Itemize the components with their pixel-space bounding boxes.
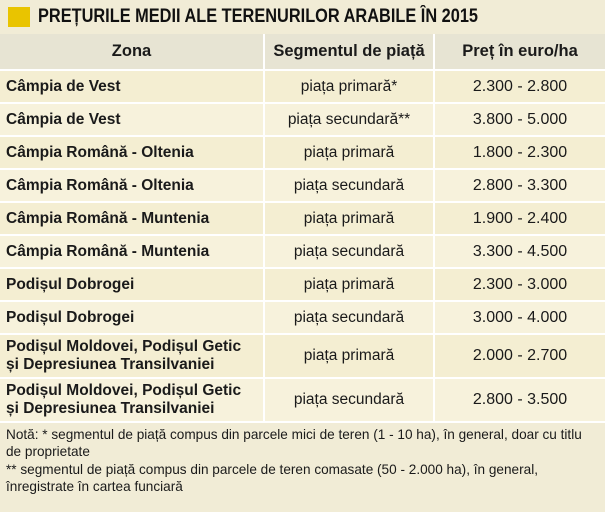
segment-cell: piața primară <box>264 202 434 235</box>
price-cell: 3.300 - 4.500 <box>434 235 605 268</box>
column-header-price: Preț în euro/ha <box>434 34 605 70</box>
table-row <box>0 334 605 378</box>
segment-cell: piața secundară <box>264 301 434 334</box>
segment-cell: piața primară <box>264 334 434 378</box>
price-cell: 2.800 - 3.300 <box>434 169 605 202</box>
prices-table <box>0 34 605 423</box>
table-row <box>0 235 605 268</box>
column-header-zone: Zona <box>0 34 264 70</box>
footnotes <box>0 423 605 495</box>
table-row <box>0 301 605 334</box>
price-cell: 2.300 - 2.800 <box>434 70 605 103</box>
table-row <box>0 103 605 136</box>
segment-cell: piața secundară** <box>264 103 434 136</box>
segment-cell: piața secundară <box>264 378 434 422</box>
zone-cell: Câmpia de Vest <box>0 70 264 103</box>
footnote-primary: Notă: * segmentul de piață compus din parcele mici de teren (1 - 10 ha), în general, doar cu titlu de proprietate <box>6 427 582 459</box>
table-row <box>0 169 605 202</box>
table-row <box>0 268 605 301</box>
price-cell: 1.900 - 2.400 <box>434 202 605 235</box>
header-row <box>0 34 605 70</box>
price-cell: 2.300 - 3.000 <box>434 268 605 301</box>
table-row <box>0 378 605 422</box>
column-header-segment: Segmentul de piață <box>264 34 434 70</box>
segment-cell: piața primară <box>264 136 434 169</box>
zone-cell: Podișul Moldovei, Podișul Getic și Depresiunea Transilvaniei <box>0 334 264 378</box>
segment-cell: piața secundară <box>264 235 434 268</box>
price-cell: 1.800 - 2.300 <box>434 136 605 169</box>
zone-cell: Câmpia Română - Oltenia <box>0 136 264 169</box>
zone-cell: Câmpia Română - Oltenia <box>0 169 264 202</box>
title-bar <box>0 0 605 34</box>
zone-cell: Câmpia Română - Muntenia <box>0 202 264 235</box>
zone-cell: Podișul Dobrogei <box>0 301 264 334</box>
zone-cell: Câmpia Română - Muntenia <box>0 235 264 268</box>
zone-cell: Podișul Moldovei, Podișul Getic și Depresiunea Transilvaniei <box>0 378 264 422</box>
price-cell: 3.000 - 4.000 <box>434 301 605 334</box>
table-row <box>0 202 605 235</box>
price-cell: 2.000 - 2.700 <box>434 334 605 378</box>
segment-cell: piața secundară <box>264 169 434 202</box>
table-row <box>0 136 605 169</box>
accent-square <box>8 7 30 27</box>
price-cell: 3.800 - 5.000 <box>434 103 605 136</box>
footnote-secondary: ** segmentul de piață compus din parcele de teren comasate (50 - 2.000 ha), în general, înregistrate în cartea funciară <box>6 462 538 494</box>
table-row <box>0 70 605 103</box>
segment-cell: piața primară <box>264 268 434 301</box>
segment-cell: piața primară* <box>264 70 434 103</box>
zone-cell: Podișul Dobrogei <box>0 268 264 301</box>
price-cell: 2.800 - 3.500 <box>434 378 605 422</box>
zone-cell: Câmpia de Vest <box>0 103 264 136</box>
page-title: PREȚURILE MEDII ALE TERENURILOR ARABILE ÎN 2015 <box>38 6 479 27</box>
